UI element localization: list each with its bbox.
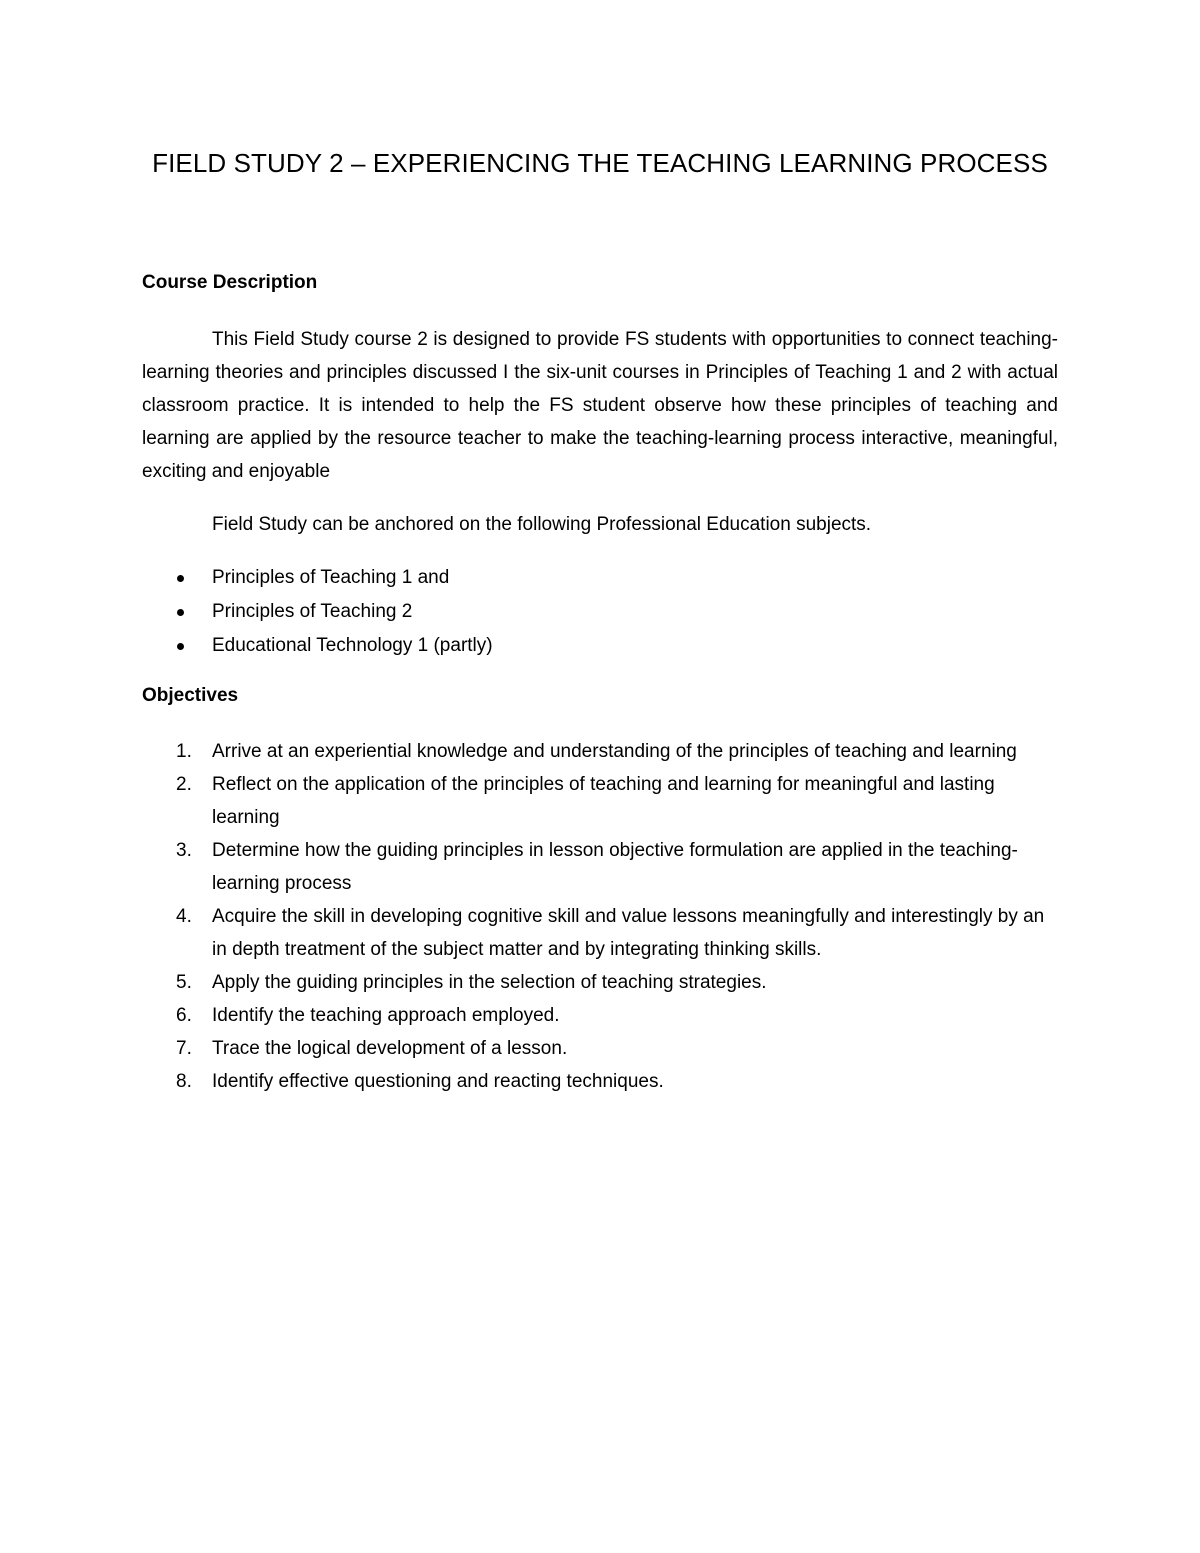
objective-text: Reflect on the application of the principles of teaching and learning for meaningful and lasting learning	[212, 774, 995, 828]
bullet-icon	[177, 575, 184, 582]
objective-number: 1.	[176, 741, 192, 762]
document-content	[142, 145, 1058, 1098]
subjects-list	[142, 561, 1058, 663]
objective-item	[142, 1032, 1058, 1065]
document-title: FIELD STUDY 2 – EXPERIENCING THE TEACHING LEARNING PROCESS	[152, 148, 1048, 178]
objective-text: Determine how the guiding principles in lesson objective formulation are applied in the teaching-learning process	[212, 840, 1018, 894]
objective-item	[142, 900, 1058, 966]
objective-number: 7.	[176, 1038, 192, 1059]
objective-item	[142, 768, 1058, 834]
objective-item	[142, 735, 1058, 768]
objective-item	[142, 999, 1058, 1032]
objective-text: Apply the guiding principles in the selection of teaching strategies.	[212, 972, 767, 993]
anchored-subjects-intro: Field Study can be anchored on the following Professional Education subjects.	[212, 514, 872, 535]
objective-number: 5.	[176, 972, 192, 993]
objective-number: 2.	[176, 774, 192, 795]
subject-text: Educational Technology 1 (partly)	[212, 635, 493, 656]
objective-item	[142, 834, 1058, 900]
objective-text: Identify the teaching approach employed.	[212, 1005, 560, 1026]
objective-number: 3.	[176, 840, 192, 861]
objective-item	[142, 1065, 1058, 1098]
course-description-heading: Course Description	[142, 272, 318, 293]
course-description-paragraph: This Field Study course 2 is designed to provide FS students with opportunities to connect teaching-learning theories and principles discussed I the six-unit courses in Principles of Teaching 1 and 2 with actual classroom practice. It is intended to help the FS student observe how these principles of teaching and learning are applied by the resource teacher to make the teaching-learning process interactive, meaningful, exciting and enjoyable	[142, 329, 1058, 482]
objective-number: 8.	[176, 1071, 192, 1092]
objective-item	[142, 966, 1058, 999]
subject-text: Principles of Teaching 2	[212, 601, 413, 622]
objective-number: 4.	[176, 906, 192, 927]
objective-text: Arrive at an experiential knowledge and understanding of the principles of teaching and learning	[212, 741, 1017, 762]
subject-item	[142, 629, 1058, 663]
objective-text: Acquire the skill in developing cognitive skill and value lessons meaningfully and interestingly by an in depth treatment of the subject matter and by integrating thinking skills.	[212, 906, 1045, 960]
objective-number: 6.	[176, 1005, 192, 1026]
objective-text: Identify effective questioning and reacting techniques.	[212, 1071, 664, 1092]
subject-item	[142, 595, 1058, 629]
bullet-icon	[177, 643, 184, 650]
objectives-list	[142, 735, 1058, 1098]
subject-text: Principles of Teaching 1 and	[212, 567, 450, 588]
subject-item	[142, 561, 1058, 595]
objectives-heading: Objectives	[142, 685, 239, 706]
objective-text: Trace the logical development of a lesson.	[212, 1038, 568, 1059]
bullet-icon	[177, 609, 184, 616]
